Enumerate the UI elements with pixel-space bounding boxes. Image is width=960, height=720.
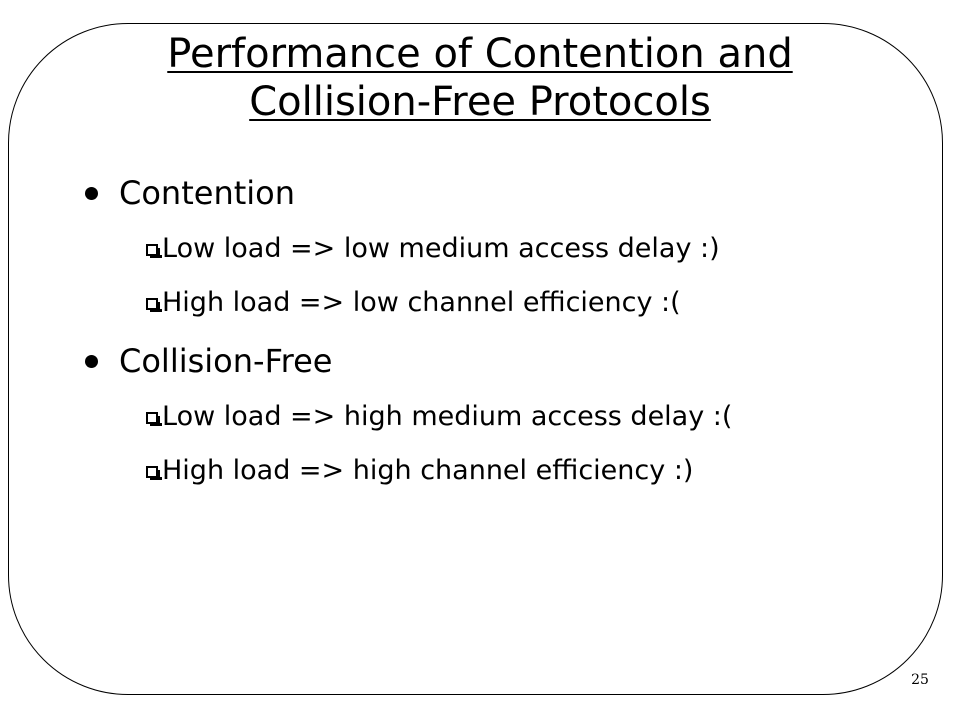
shadow-box-bullet-icon (146, 466, 158, 478)
round-bullet-icon (85, 355, 98, 368)
shadow-box-bullet-icon (146, 298, 158, 310)
sub-bullet-text: High load => low channel efficiency :( (162, 286, 681, 318)
sub-bullet (146, 450, 693, 490)
bullet-heading: Contention (119, 174, 296, 212)
round-bullet-icon (85, 187, 98, 200)
shadow-box-bullet-icon (146, 412, 158, 424)
sub-bullet (146, 396, 732, 436)
slide-title-line-1: Performance of Contention and (167, 31, 793, 77)
sub-bullet-text: Low load => high medium access delay :( (162, 400, 733, 432)
shadow-box-bullet-icon (146, 244, 158, 256)
bullet-heading: Collision-Free (119, 342, 333, 380)
slide-title (0, 30, 960, 126)
sub-bullet (146, 282, 681, 322)
bullet-contention (92, 168, 295, 218)
sub-bullet (146, 228, 720, 268)
slide-number: 25 (911, 672, 929, 688)
sub-bullet-text: Low load => low medium access delay :) (162, 232, 720, 264)
slide-title-line-2: Collision-Free Protocols (249, 79, 711, 125)
sub-bullet-text: High load => high channel efficiency :) (162, 454, 694, 486)
bullet-collision-free (92, 336, 332, 386)
